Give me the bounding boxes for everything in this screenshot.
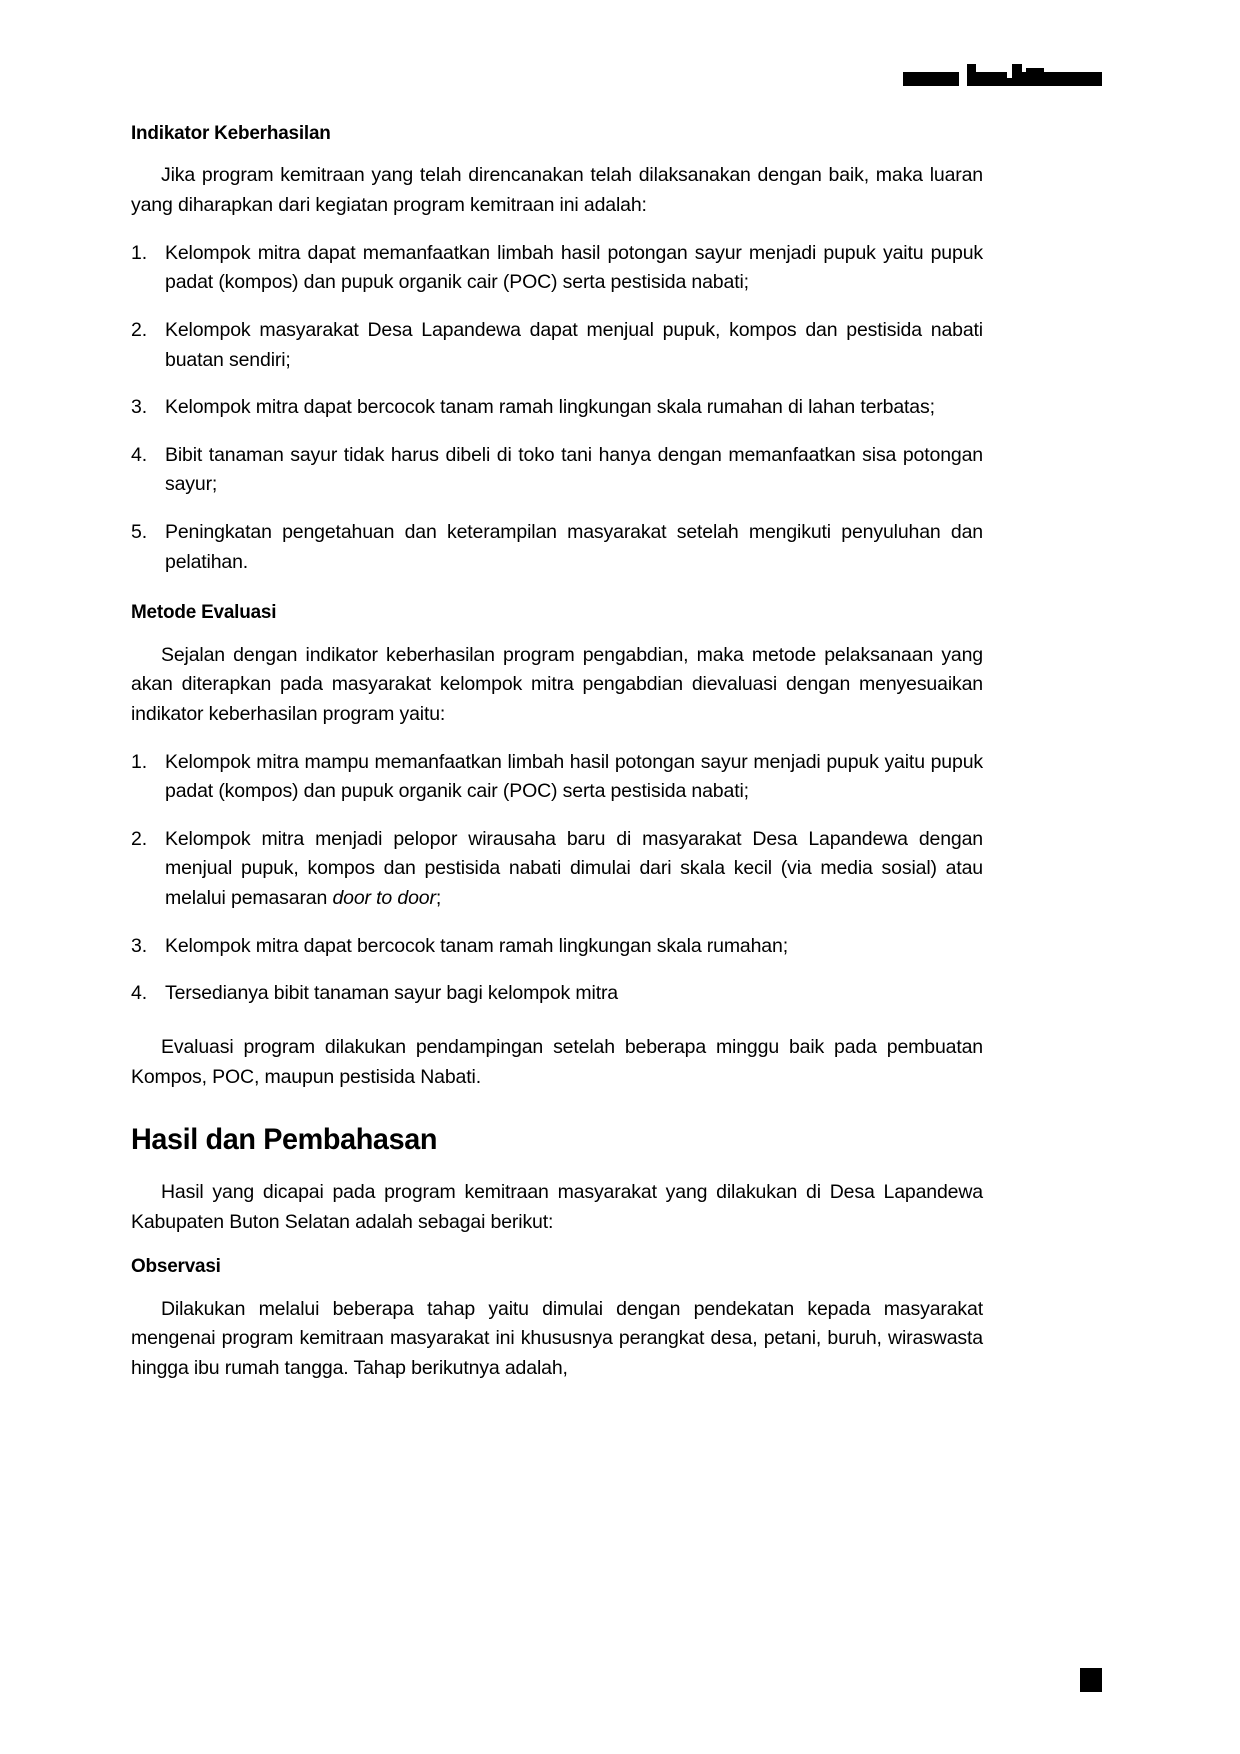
redaction-block	[1026, 68, 1044, 86]
list-item: Kelompok mitra dapat memanfaatkan limbah hasil potongan sayur menjadi pupuk yaitu pupuk padat (kompos) dan pupuk organik cair (POC) serta pestisida nabati;	[165, 241, 983, 294]
heading-observasi: Observasi	[131, 1255, 221, 1278]
spacer	[131, 1015, 983, 1033]
list-item: Kelompok mitra dapat bercocok tanam ramah lingkungan skala rumahan;	[165, 934, 788, 957]
redaction-block	[1012, 64, 1022, 86]
redaction-block	[943, 72, 959, 86]
list-item-tail: ;	[435, 887, 442, 910]
heading-metode-evaluasi: Metode Evaluasi	[131, 601, 277, 624]
redaction-block	[981, 72, 1007, 86]
heading-indikator-keberhasilan: Indikator Keberhasilan	[131, 122, 331, 144]
redacted-page-number	[1080, 1668, 1102, 1692]
redaction-block	[1050, 72, 1102, 86]
list-item: Kelompok masyarakat Desa Lapandewa dapat menjual pupuk, kompos dan pestisida nabati buatan sendiri;	[165, 318, 983, 371]
paragraph-metode-intro: Sejalan dengan indikator keberhasilan program pengabdian, maka metode pelaksanaan yang akan diterapkan pada masyarakat kelompok mitra pengabdian dievaluasi dengan menyesuaikan indikator keberhasilan program yaitu:	[131, 643, 983, 725]
list-item: Tersedianya bibit tanaman sayur bagi kelompok mitra	[165, 982, 618, 1005]
paragraph-indikator-intro: Jika program kemitraan yang telah direncanakan telah dilaksanakan dengan baik, maka luaran yang diharapkan dari kegiatan program kemitraan ini adalah:	[131, 164, 983, 217]
spacer	[131, 583, 983, 601]
paragraph-observasi: Dilakukan melalui beberapa tahap yaitu dimulai dengan pendekatan kepada masyarakat mengenai program kemitraan masyarakat ini khususnya perangkat desa, petani, buruh, wiraswasta hingga ibu rumah tangga. Tahap berikutnya adalah,	[131, 1297, 983, 1380]
list-indikator-keberhasilan	[131, 239, 983, 578]
list-item	[131, 825, 983, 914]
heading-hasil-dan-pembahasan: Hasil dan Pembahasan	[131, 1123, 438, 1157]
list-item: Kelompok mitra dapat bercocok tanam ramah lingkungan skala rumahan di lahan terbatas;	[165, 396, 935, 419]
document-body	[131, 122, 983, 1402]
paragraph-evaluasi: Evaluasi program dilakukan pendampingan setelah beberapa minggu baik pada pembuatan Kompos, POC, maupun pestisida Nabati.	[131, 1035, 983, 1088]
redaction-block	[903, 72, 937, 86]
list-item-text: Kelompok mitra menjadi pelopor wirausaha baru di masyarakat Desa Lapandewa dengan menjual pupuk, kompos dan pestisida nabati dimulai dari skala kecil (via media sosial) atau melalui pemasaran	[165, 827, 983, 910]
list-item: Bibit tanaman sayur tidak harus dibeli di toko tani hanya dengan memanfaatkan sisa potongan sayur;	[165, 443, 983, 496]
page-header	[0, 0, 1240, 110]
list-item: Kelompok mitra mampu memanfaatkan limbah hasil potongan sayur menjadi pupuk yaitu pupuk padat (kompos) dan pupuk organik cair (POC) serta pestisida nabati;	[165, 750, 983, 803]
list-metode-evaluasi	[131, 748, 983, 1009]
redaction-block	[967, 64, 976, 86]
italic-phrase: door to door	[332, 887, 436, 910]
paragraph-hasil-intro: Hasil yang dicapai pada program kemitraan masyarakat yang dilakukan di Desa Lapandewa Kabupaten Buton Selatan adalah sebagai berikut:	[131, 1181, 983, 1233]
redacted-running-head	[903, 60, 1102, 86]
list-item: Peningkatan pengetahuan dan keterampilan masyarakat setelah mengikuti penyuluhan dan pelatihan.	[165, 521, 983, 573]
page-footer	[0, 1634, 1240, 1754]
